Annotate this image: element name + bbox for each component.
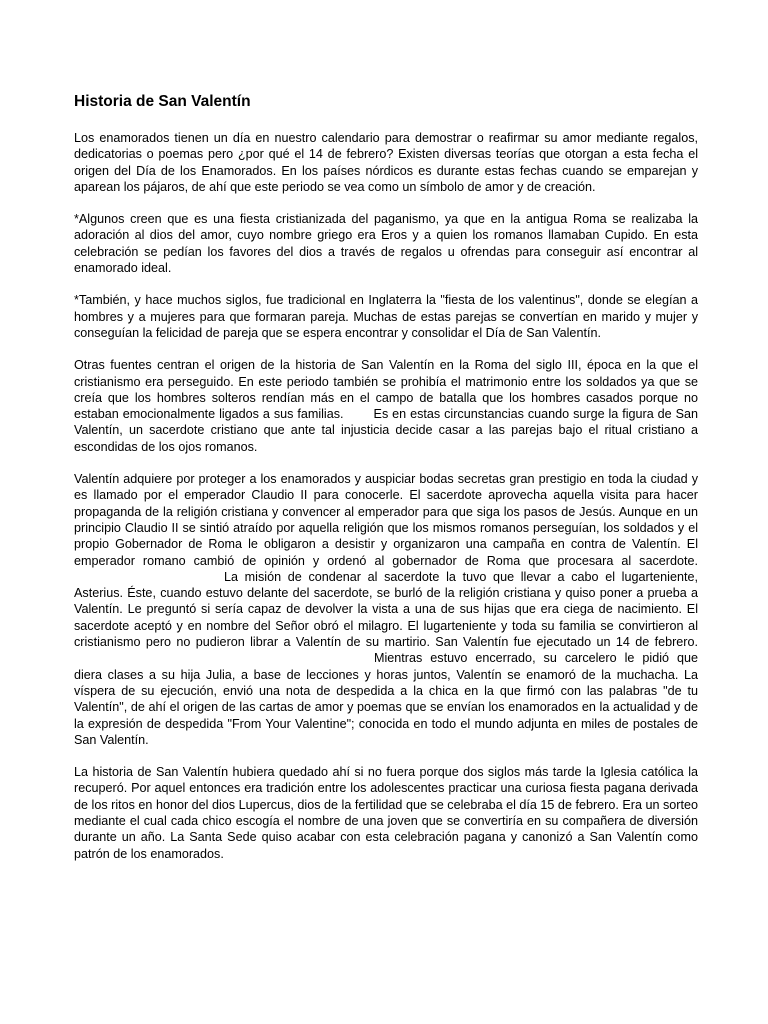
paragraph-rome-origin-part-1: Otras fuentes centran el origen de la historia de San Valentín en la Roma del siglo III, época en la que el cristianismo era perseguido. En este periodo también se prohibía el matrimonio entre los soldados ya que se creía que los hombres solteros rendían más en el campo de batalla que los hombres casados porque no estaban emocionalmente ligados a sus familias. — [74, 358, 698, 422]
paragraph-valentin-story-part-1: Valentín adquiere por proteger a los enamorados y auspiciar bodas secretas gran prestigio en toda la ciudad y es llamado por el emperador Claudio II para conocerle. El sacerdote aprovecha aquella visita para hacer propaganda de la religión cristiana y convencer al emperador para que siga los pasos de Jesús. Aunque en un principio Claudio II se sintió atraído por aquella religión que los mismos romanos perseguían, los soldados y el propio Gobernador de Roma le obligaron a desistir y organizaron una campaña en contra de Valentín. El emperador romano cambió de opinión y ordenó al gobernador de Roma que procesara al sacerdote. — [74, 472, 698, 568]
paragraph-valentin-story-part-3: Mientras estuvo encerrado, su carcelero le pidió que diera clases a su hija Julia, a base de lecciones y horas juntos, Valentín se enamoró de la muchacha. La víspera de su ejecución, envió una nota de despedida a la chica en la que firmó con las palabras "de tu Valentín", de ahí el origen de las cartas de amor y poemas que se envían los enamorados en la actualidad y de la expresión de despedida "From Your Valentine"; conocida en todo el mundo adjunta en miles de postales de San Valentín. — [74, 651, 698, 747]
paragraph-rome-origin-part-2: Es en estas circunstancias cuando surge la figura de San Valentín, un sacerdote cristiano que ante tal injusticia decide casar a las parejas bajo el ritual cristiano a escondidas de los ojos romanos. — [74, 407, 698, 454]
paragraph-valentin-story-part-2: La misión de condenar al sacerdote la tuvo que llevar a cabo el lugarteniente, Asterius. Éste, cuando estuvo delante del sacerdote, se burló de la religión cristiana y quiso poner a prueba a Valentín. Le preguntó si sería capaz de devolver la vista a una de sus hijas que era ciega de nacimiento. El sacerdote aceptó y en nombre del Señor obró el milagro. El lugarteniente y toda su familia se convirtieron al cristianismo pero no pudieron librar a Valentín de su martirio. San Valentín fue ejecutado un 14 de febrero. — [74, 569, 698, 650]
paragraph-england: *También, y hace muchos siglos, fue tradicional en Inglaterra la "fiesta de los valentinus", donde se elegían a hombres y a mujeres para que formaran pareja. Muchas de estas parejas se convertían en marido y mujer y conseguían la felicidad de pareja que se espera encontrar y consolidar el Día de San Valentín. — [74, 293, 698, 340]
paragraph-rome-origin — [74, 357, 698, 455]
paragraph-valentin-story — [74, 471, 698, 748]
paragraph-paganism: *Algunos creen que es una fiesta cristianizada del paganismo, ya que en la antigua Roma se realizaba la adoración al dios del amor, cuyo nombre griego era Eros y a quien los romanos llamaban Cupido. En esta celebración se pedían los favores del dios a través de regalos u ofrendas para conseguir así encontrar al enamorado ideal. — [74, 212, 698, 276]
document-title: Historia de San Valentín — [74, 93, 251, 110]
paragraph-church: La historia de San Valentín hubiera quedado ahí si no fuera porque dos siglos más tarde la Iglesia católica la recuperó. Por aquel entonces era tradición entre los adolescentes practicar una curiosa fiesta pagana derivada de los ritos en honor del dios Lupercus, dios de la fertilidad que se celebraba el día 15 de febrero. Era un sorteo mediante el cual cada chico escogía el nombre de una joven que se convertiría en su compañera de diversión durante un año. La Santa Sede quiso acabar con esta celebración pagana y canonizó a San Valentín como patrón de los enamorados. — [74, 765, 698, 861]
document-page — [74, 92, 698, 878]
paragraph-intro: Los enamorados tienen un día en nuestro calendario para demostrar o reafirmar su amor mediante regalos, dedicatorias o poemas pero ¿por qué el 14 de febrero? Existen diversas teorías que otorgan a esta fecha el origen del Día de los Enamorados. En los países nórdicos es durante estas fechas cuando se emparejan y aparean los pájaros, de ahí que este periodo se vea como un símbolo de amor y de creación. — [74, 131, 698, 194]
